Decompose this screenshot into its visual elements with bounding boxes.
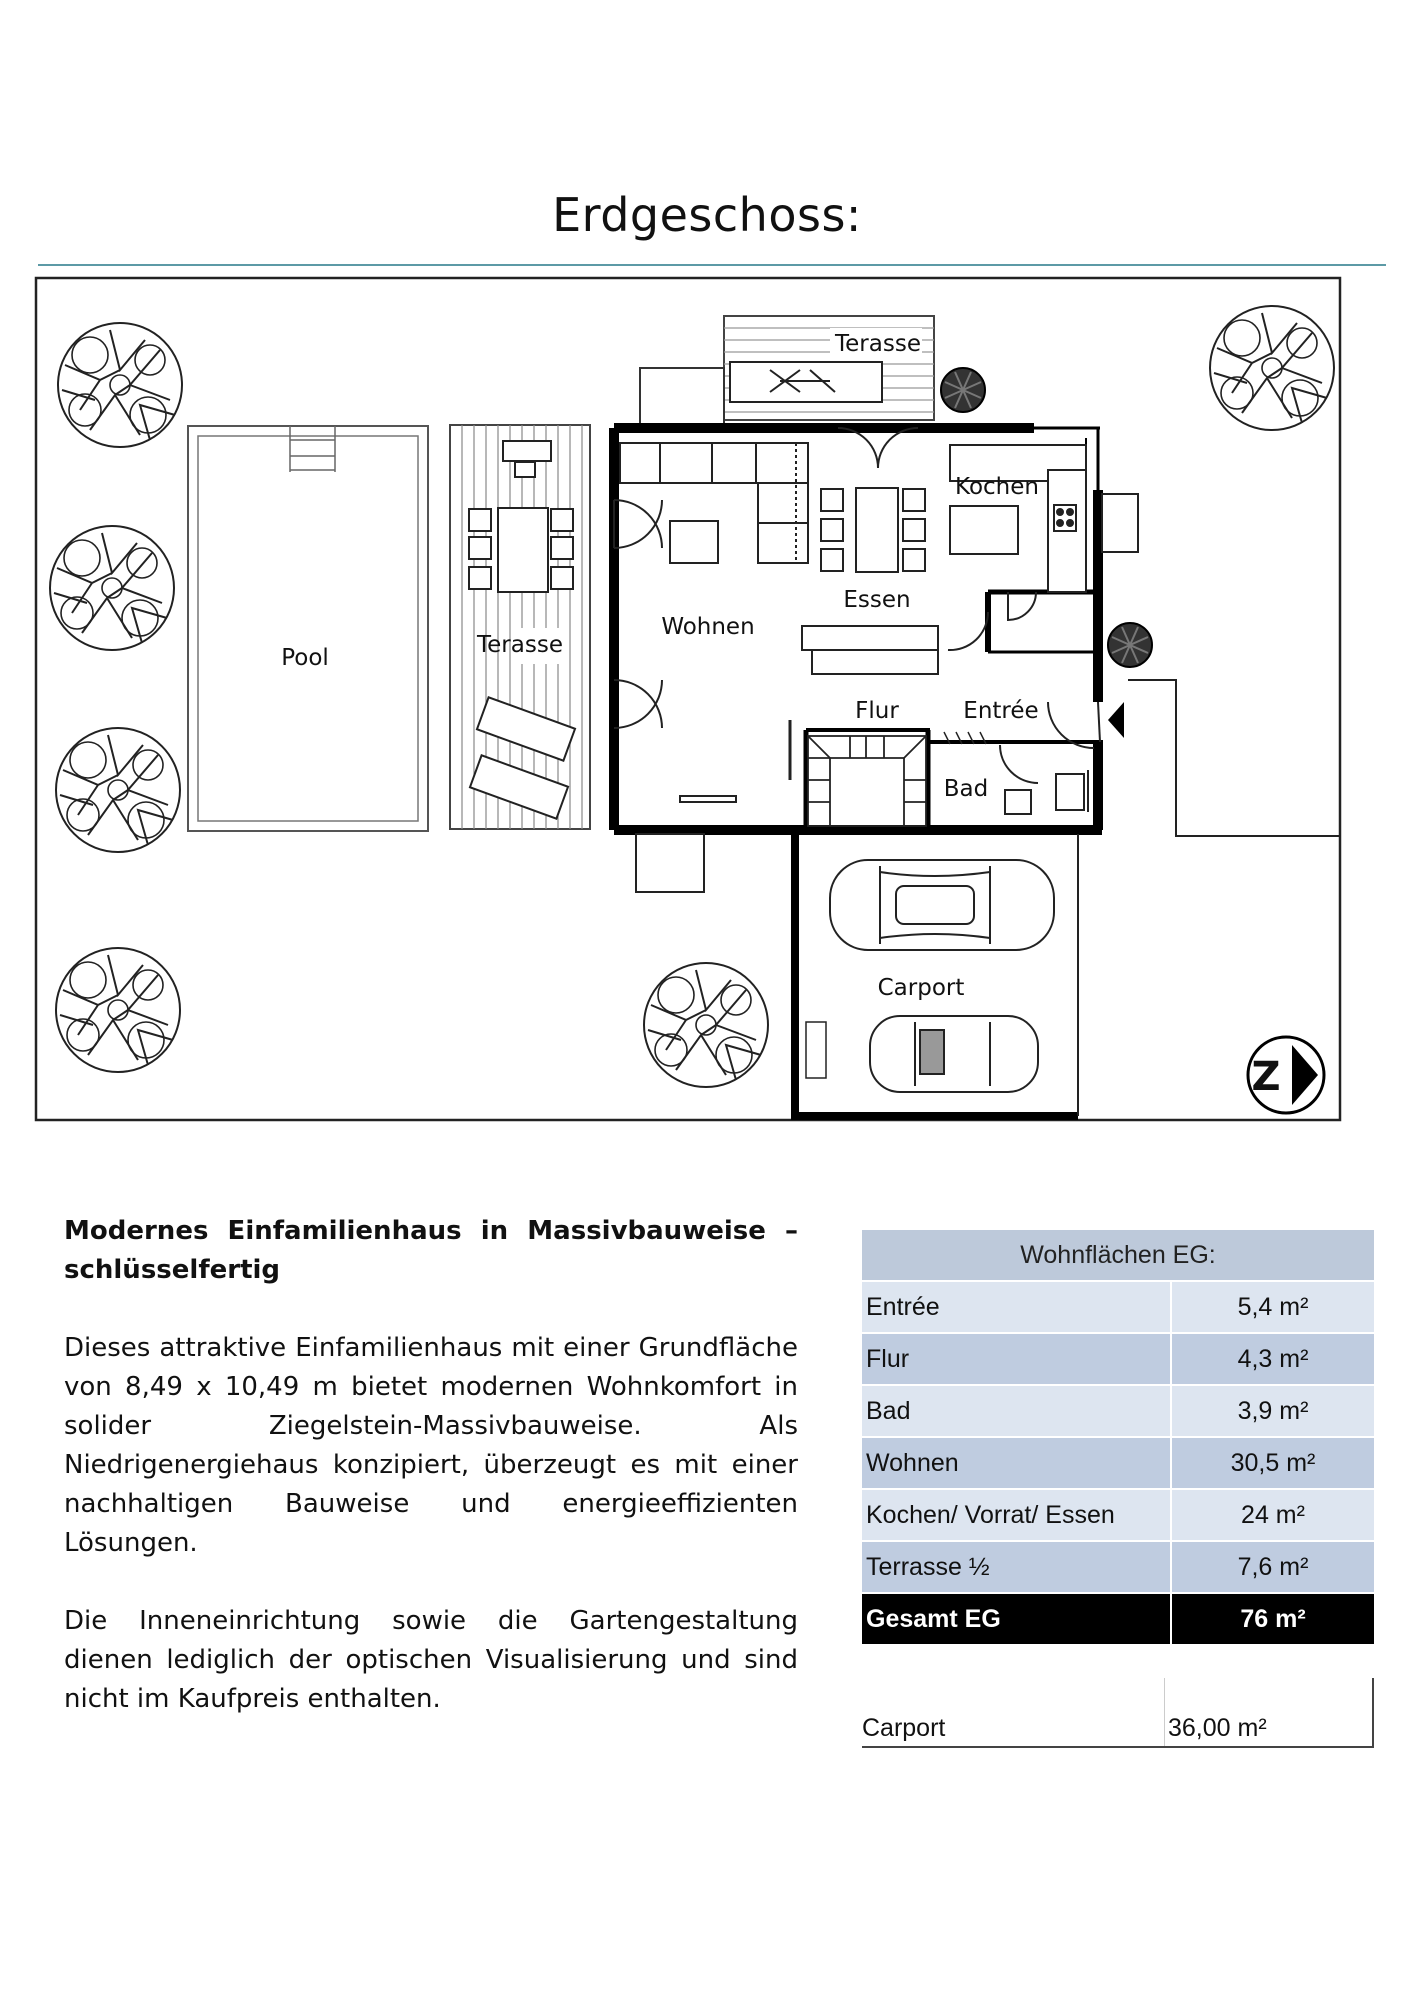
tree-icon	[1210, 306, 1334, 430]
carport-area	[791, 832, 1078, 1120]
area-table-header: Wohnflächen EG:	[862, 1230, 1374, 1281]
lot-boundary	[36, 278, 1340, 1120]
tree-icon	[644, 963, 768, 1087]
bush-icon	[941, 368, 985, 412]
room-label-pool: Pool	[281, 645, 329, 671]
tree-icon	[50, 526, 174, 650]
dining-set	[821, 488, 925, 572]
top-terrace	[640, 316, 934, 424]
entrance-arrow-icon	[1108, 702, 1124, 738]
pool-outline	[188, 426, 428, 831]
tree-icon	[58, 323, 182, 447]
car-icon	[870, 1016, 1038, 1092]
table-row: Terrasse ½ 7,6 m²	[862, 1541, 1374, 1593]
carport-value: 36,00 m²	[1168, 1714, 1267, 1742]
pool-ladder	[290, 426, 335, 472]
bush-icon	[1108, 623, 1152, 667]
table-row: Entrée 5,4 m²	[862, 1281, 1374, 1333]
description-paragraph-1: Dieses attraktive Einfamilienhaus mit einer Grundfläche von 8,49 x 10,49 m bietet modernen Wohnkomfort in solider Ziegelstein-Massivbauweise. Als Niedrigenergiehaus konzipiert, überzeugt es mit einer nachhaltigen Bauweise und energieeffizienten Lösungen.	[64, 1333, 798, 1558]
room-label-flur: Flur	[855, 698, 899, 724]
area-table	[862, 1230, 1374, 1646]
north-arrow-icon	[1248, 1037, 1324, 1113]
car-icon	[830, 860, 1054, 950]
total-row: Gesamt EG 76 m²	[862, 1593, 1374, 1645]
room-label-kochen: Kochen	[955, 474, 1039, 500]
description	[64, 1212, 798, 1758]
room-label-terasse-left: Terasse	[477, 632, 563, 658]
room-label-wohnen: Wohnen	[661, 614, 755, 640]
table-row: Flur 4,3 m²	[862, 1333, 1374, 1385]
room-label-terasse-top: Terasse	[835, 331, 921, 357]
room-label-bad: Bad	[943, 776, 989, 802]
table-row: Kochen/ Vorrat/ Essen 24 m²	[862, 1489, 1374, 1541]
staircase	[790, 720, 926, 826]
tree-icon	[56, 728, 180, 852]
shed-outline	[636, 834, 704, 892]
table-row: Wohnen 30,5 m²	[862, 1437, 1374, 1489]
table-row: Bad 3,9 m²	[862, 1385, 1374, 1437]
svg-text:Z: Z	[1251, 1054, 1281, 1100]
description-heading: Modernes Einfamilienhaus in Massivbauweise – schlüsselfertig	[64, 1216, 798, 1285]
carport-row	[862, 1708, 1374, 1748]
description-paragraph-2: Die Inneneinrichtung sowie die Gartengestaltung dienen lediglich der optischen Visualisierung und sind nicht im Kaufpreis enthalten.	[64, 1606, 798, 1714]
carport-label: Carport	[862, 1714, 946, 1742]
room-label-entree: Entrée	[963, 698, 1039, 724]
page-title: Erdgeschoss:	[552, 188, 862, 242]
tree-icon	[56, 948, 180, 1072]
room-label-carport: Carport	[877, 975, 965, 1001]
room-label-essen: Essen	[843, 587, 911, 613]
